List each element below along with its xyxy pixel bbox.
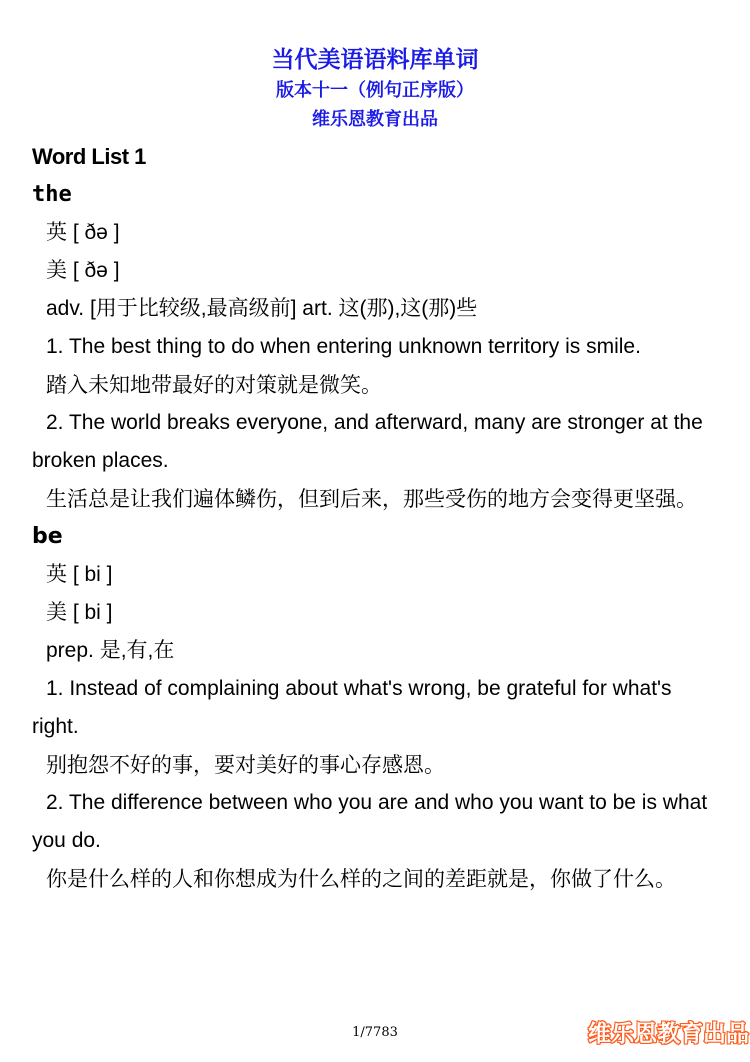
example-sentence-zh: 别抱怨不好的事，要对美好的事心存感恩。 [46,753,445,777]
example-sentence-en: 1. Instead of complaining about what's wrong, be grateful for what's right. [32,677,672,738]
document-title: 当代美语语料库单词 [271,47,479,73]
publisher-line: 维乐恩教育出品 [312,109,438,130]
us-pronunciation: 美 [ bi ] [46,601,113,624]
example-sentence-en: 1. The best thing to do when entering unknown territory is smile. [46,335,641,358]
word-list-title: Word List 1 [32,144,146,169]
uk-pronunciation: 英 [ bi ] [46,563,113,586]
word-headword: the [32,182,72,207]
page-number: 1/7783 [352,1025,398,1040]
example-sentence-en: 2. The difference between who you are and who you want to be is what you do. [32,791,708,852]
example-sentence-zh: 生活总是让我们遍体鳞伤，但到后来，那些受伤的地方会变得更坚强。 [46,487,697,511]
example-sentence-zh: 踏入未知地带最好的对策就是微笑。 [46,373,382,397]
word-definition: adv. [用于比较级,最高级前] art. 这(那),这(那)些 [46,297,478,320]
document-subtitle: 版本十一（例句正序版） [276,80,474,101]
word-headword: be [32,524,63,549]
word-entry-the [32,176,722,518]
word-list-content [32,138,722,898]
example-sentence-en: 2. The world breaks everyone, and afterward, many are stronger at the broken places. [32,411,703,472]
publisher-watermark: 维乐恩教育出品 [588,1021,749,1047]
word-entry-be [32,518,722,898]
example-sentence-zh: 你是什么样的人和你想成为什么样的之间的差距就是，你做了什么。 [46,867,676,891]
us-pronunciation: 美 [ ðə ] [46,259,120,282]
uk-pronunciation: 英 [ ðə ] [46,221,120,244]
word-definition: prep. 是,有,在 [46,639,175,662]
